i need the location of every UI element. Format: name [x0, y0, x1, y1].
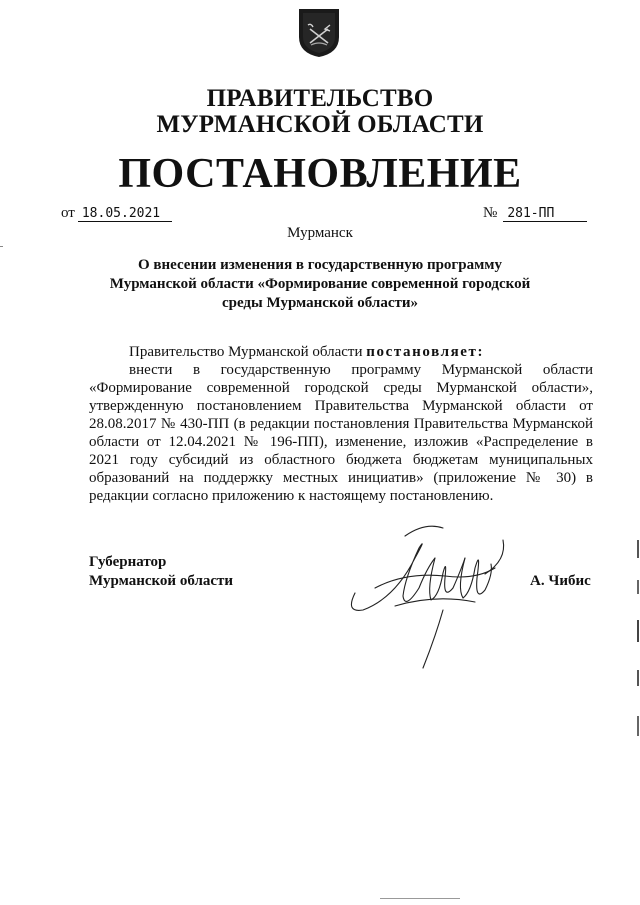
intro-text: Правительство Мурманской области: [129, 344, 363, 360]
document-date: [61, 204, 172, 222]
date-prefix: от: [61, 205, 75, 221]
coat-of-arms-icon: [297, 7, 341, 59]
resolution-intro: [129, 343, 599, 361]
scan-bottom-mark: [380, 898, 460, 899]
signer-name: А. Чибис: [530, 573, 591, 589]
date-value: 18.05.2021: [78, 206, 172, 222]
government-name-line1: ПРАВИТЕЛЬСТВО: [206, 85, 434, 112]
signer-title-line2: Мурманской области: [89, 573, 234, 589]
signer-title-line1: Губернатор: [89, 554, 167, 570]
number-prefix: №: [483, 205, 498, 221]
paragraph-line: утвержденную постановлением Правительства Мурманской области от: [89, 398, 593, 414]
document-subject: [90, 256, 550, 313]
document-number: [483, 204, 587, 222]
scan-left-mark: [0, 246, 3, 247]
document-type-title: ПОСТАНОВЛЕНИЕ: [118, 151, 522, 197]
government-name-line2: МУРМАНСКОЙ ОБЛАСТИ: [156, 111, 484, 138]
paragraph-line: образований на поддержку местных инициатив» (приложение № 30) в: [89, 470, 593, 486]
subject-line: О внесении изменения в государственную программу: [137, 257, 503, 273]
subject-line: среды Мурманской области»: [221, 295, 419, 311]
paragraph-line: 2021 году субсидий из областного бюджета бюджетам муниципальных: [89, 452, 593, 468]
handwritten-signature-icon: [335, 518, 515, 678]
paragraph-line: редакции согласно приложению к настоящему постановлению.: [89, 488, 494, 504]
number-value: 281-ПП: [503, 206, 587, 222]
intro-decree-word: постановляет:: [366, 344, 485, 360]
subject-line: Мурманской области «Формирование современной городской: [109, 276, 531, 292]
resolution-paragraph: [89, 361, 593, 505]
signer-title: [89, 553, 233, 591]
city-name: Мурманск: [287, 225, 353, 241]
paragraph-line: 28.08.2017 № 430-ПП (в редакции постановления Правительства Мурманской: [89, 416, 593, 432]
paragraph-line: внести в государственную программу Мурманской области: [129, 362, 593, 378]
paragraph-line: «Формирование современной городской среды Мурманской области»,: [89, 380, 593, 396]
scan-edge-marks: [634, 540, 640, 750]
paragraph-line: области от 12.04.2021 № 196-ПП), изменение, изложив «Распределение в: [89, 434, 593, 450]
